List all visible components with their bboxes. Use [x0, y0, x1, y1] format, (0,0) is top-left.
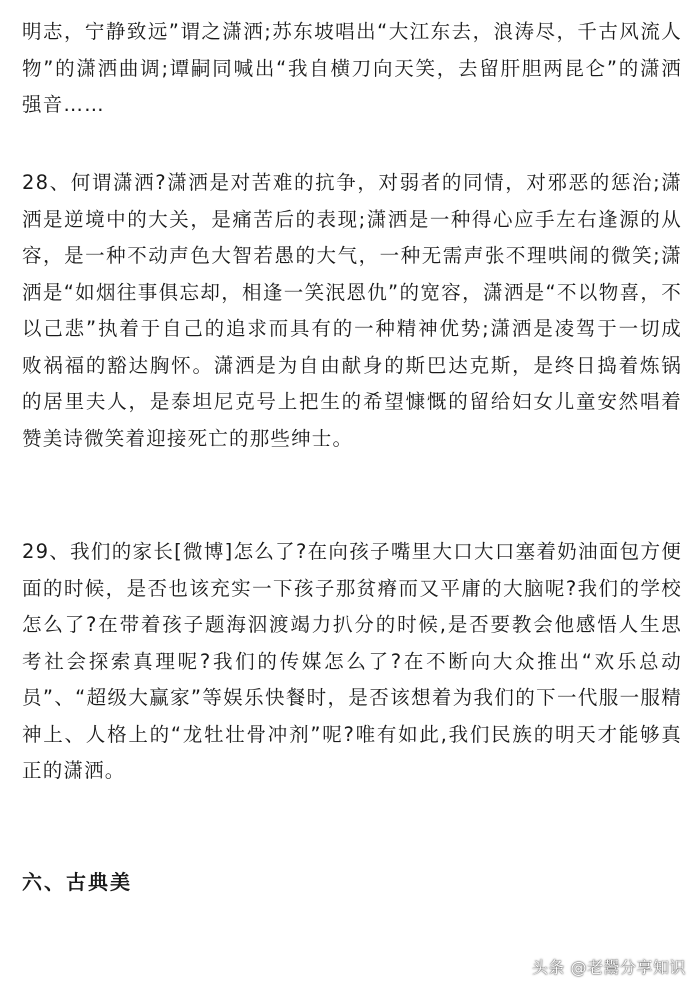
watermark: 头条 @老鬶分享知识 [531, 958, 686, 977]
paragraph-29: 29、我们的家长[微博]怎么了?在向孩子嘴里大口大口塞着奶油面包方便面的时候，是否也该充实一下孩子那贫瘠而又平庸的大脑呢?我们的学校怎么了?在带着孩子题海泅渡竭力扒分的时候,是否要教会他感悟人生思考社会探索真理呢?我们的传媒怎么了?在不断向大众推出“欢乐总动员”、“超级大赢家”等娱乐快餐时，是否该想着为我们的下一代服一服精神上、人格上的“龙牡壮骨冲剂”呢?唯有如此,我们民族的明天才能够真正的潇洒。 [22, 540, 682, 782]
section-heading: 六、古典美 [22, 870, 132, 894]
paragraph-28: 28、何谓潇洒?潇洒是对苦难的抗争，对弱者的同情，对邪恶的惩治;潇洒是逆境中的大关，是痛苦后的表现;潇洒是一种得心应手左右逢源的从容，是一种不动声色大智若愚的大气，一种无需声张不理哄闹的微笑;潇洒是“如烟往事俱忘却，相逢一笑泯恩仇”的宽容，潇洒是“不以物喜，不以己悲”执着于自己的追求而具有的一种精神优势;潇洒是凌驾于一切成败祸福的豁达胸怀。潇洒是为自由献身的斯巴达克斯，是终日捣着炼锅的居里夫人，是泰坦尼克号上把生的希望慷慨的留给妇女儿童安然唱着赞美诗微笑着迎接死亡的那些绅士。 [22, 171, 682, 450]
paragraph-intro: 明志，宁静致远”谓之潇洒;苏东坡唱出“大江东去，浪涛尽，千古风流人物”的潇洒曲调;谭嗣同喊出“我自横刀向天笑，去留肝胆两昆仑”的潇洒强音…… [22, 20, 682, 116]
